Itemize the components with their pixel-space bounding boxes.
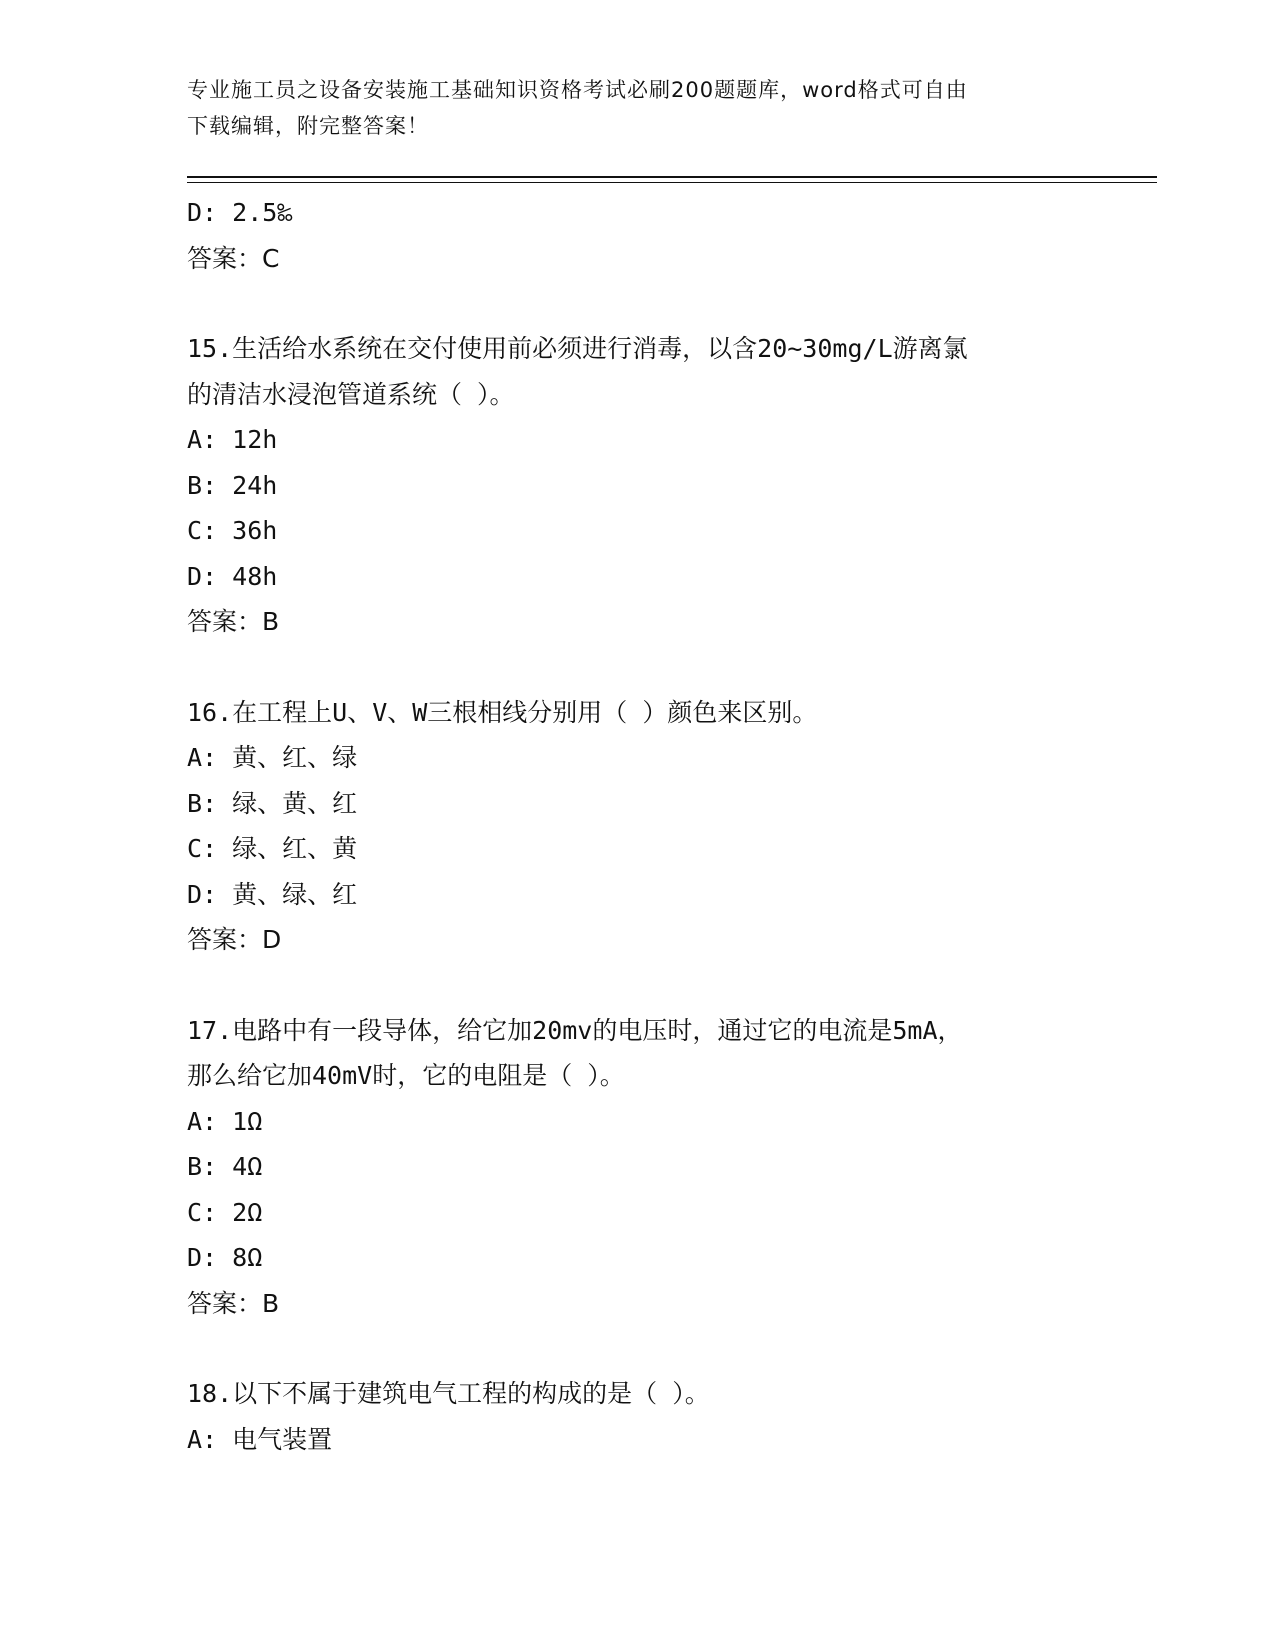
option-a: A: 电气装置 — [187, 1424, 333, 1454]
option-a: A: 1Ω — [187, 1106, 263, 1136]
question-17 — [187, 1008, 1147, 1327]
header-line-1: 专业施工员之设备安装施工基础知识资格考试必刷200题题库，word格式可自由 — [187, 78, 968, 102]
option-b: B: 4Ω — [187, 1152, 263, 1181]
question-stem: 17.电路中有一段导体，给它加20mv的电压时，通过它的电流是5mA， — [187, 1015, 963, 1045]
question-stem: 18.以下不属于建筑电气工程的构成的是（ ）。 — [187, 1379, 710, 1408]
answer: 答案：B — [187, 607, 280, 636]
option-a: A: 12h — [187, 425, 278, 454]
option-b: B: 绿、黄、红 — [187, 788, 358, 818]
spacer — [187, 281, 1147, 326]
header-line-2: 下载编辑，附完整答案！ — [187, 114, 429, 138]
previous-question-tail — [187, 190, 1147, 281]
spacer — [187, 645, 1147, 690]
option-d: D: 48h — [187, 561, 278, 591]
header-divider-thin — [187, 182, 1157, 183]
option-d: D: 2.5‰ — [187, 198, 293, 227]
spacer — [187, 1326, 1147, 1371]
option-d: D: 黄、绿、红 — [187, 879, 358, 909]
question-stem: 15.生活给水系统在交付使用前必须进行消毒，以含20~30mg/L游离氯 — [187, 334, 968, 363]
question-stem: 的清洁水浸泡管道系统（ ）。 — [187, 379, 515, 409]
option-c: C: 2Ω — [187, 1197, 263, 1227]
question-list — [187, 190, 1147, 1462]
document-header — [187, 72, 1087, 144]
answer: 答案：D — [187, 925, 282, 954]
question-15 — [187, 326, 1147, 645]
answer: 答案：B — [187, 1288, 280, 1318]
option-d: D: 8Ω — [187, 1243, 263, 1272]
question-18 — [187, 1371, 1147, 1462]
question-stem: 那么给它加40mV时，它的电阻是（ ）。 — [187, 1061, 625, 1090]
question-stem: 16.在工程上U、V、W三根相线分别用（ ）颜色来区别。 — [187, 697, 818, 727]
question-16 — [187, 690, 1147, 963]
option-c: C: 36h — [187, 516, 278, 545]
option-c: C: 绿、红、黄 — [187, 834, 358, 863]
answer: 答案：C — [187, 243, 280, 273]
spacer — [187, 963, 1147, 1008]
option-a: A: 黄、红、绿 — [187, 743, 358, 772]
header-divider-thick — [187, 176, 1157, 178]
option-b: B: 24h — [187, 470, 278, 500]
